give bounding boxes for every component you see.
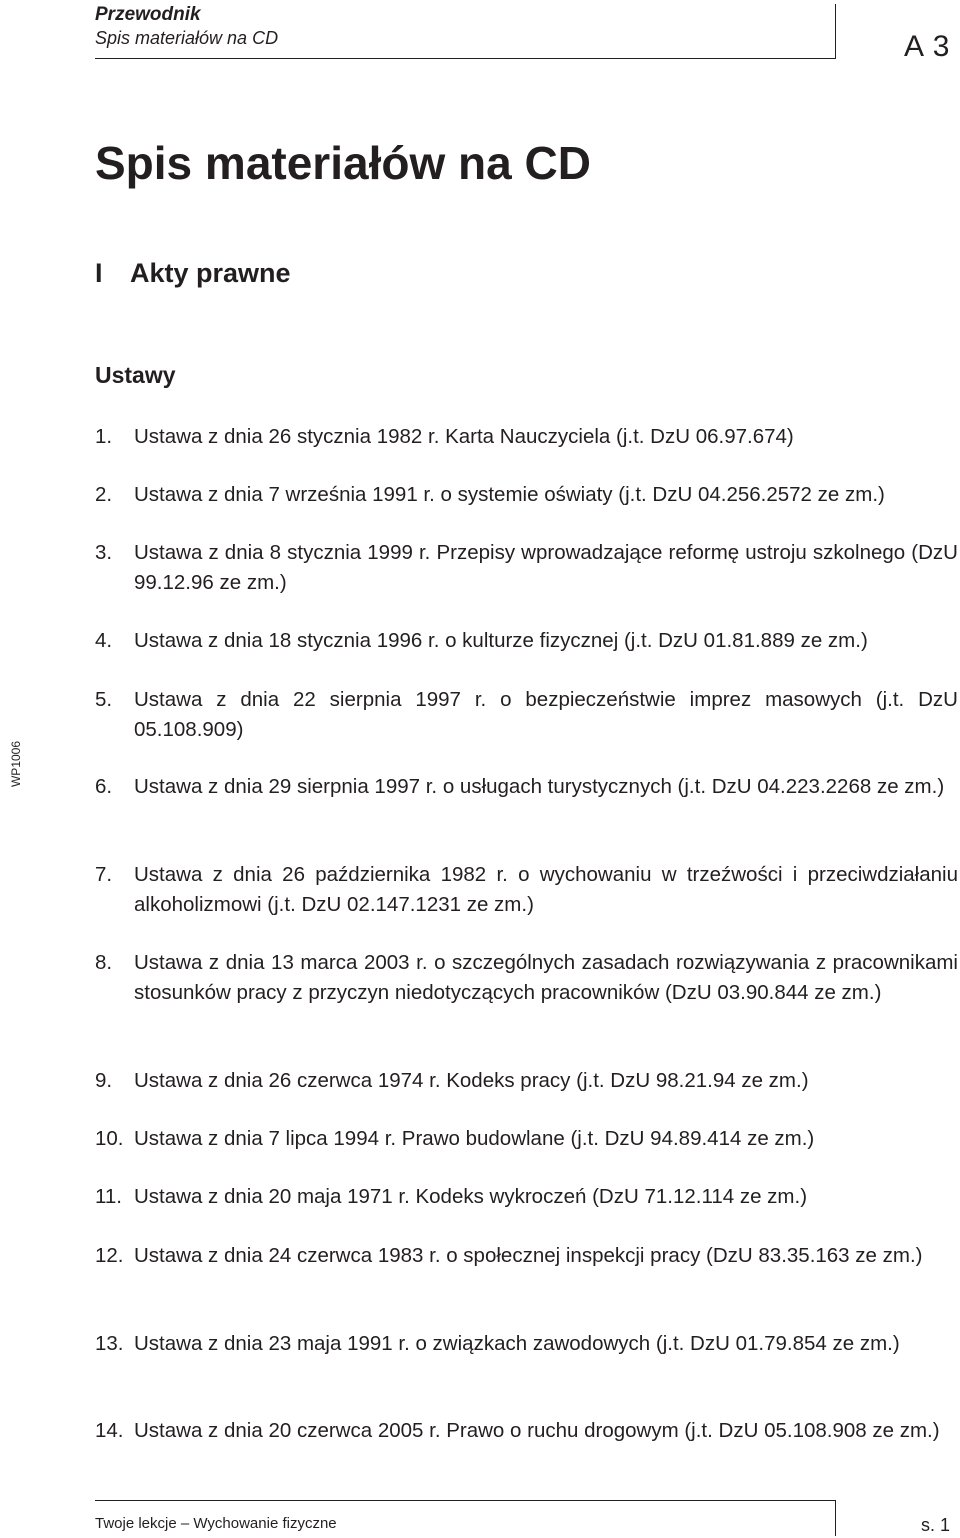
- footer-divider-vertical: [835, 1500, 836, 1536]
- header-divider-horizontal: [95, 58, 836, 59]
- list-item: [95, 480, 958, 510]
- list-item: [95, 685, 958, 745]
- page-title: Spis materiałów na CD: [95, 137, 591, 189]
- item-number: 8.: [95, 951, 113, 974]
- item-text: Ustawa z dnia 29 sierpnia 1997 r. o usługach turystycznych (j.t. DzU 04.223.2268 ze zm.): [134, 775, 945, 798]
- item-number: 5.: [95, 688, 113, 711]
- item-number: 11.: [95, 1185, 122, 1208]
- section-code: A 3: [904, 30, 951, 63]
- list-item: [95, 422, 958, 452]
- list-item: [95, 626, 958, 656]
- item-text: Ustawa z dnia 18 stycznia 1996 r. o kulturze fizycznej (j.t. DzU 01.81.889 ze zm.): [134, 629, 868, 652]
- header-title: Przewodnik: [95, 4, 201, 25]
- section-heading: [95, 258, 291, 289]
- item-text: Ustawa z dnia 8 stycznia 1999 r. Przepisy wprowadzające reformę ustroju szkolnego (DzU 99.12.96 ze zm.): [134, 541, 958, 594]
- item-number: 1.: [95, 425, 113, 448]
- item-number: 7.: [95, 863, 113, 886]
- list-item: [95, 1124, 958, 1154]
- item-text: Ustawa z dnia 20 maja 1971 r. Kodeks wykroczeń (DzU 71.12.114 ze zm.): [134, 1185, 808, 1208]
- item-text: Ustawa z dnia 23 maja 1991 r. o związkach zawodowych (j.t. DzU 01.79.854 ze zm.): [134, 1332, 900, 1355]
- item-text: Ustawa z dnia 13 marca 2003 r. o szczególnych zasadach rozwiązywania z pracownikami stosunków pracy z przyczyn niedotyczących pracowników (DzU 03.90.844 ze zm.): [134, 951, 958, 1004]
- section-title: Akty prawne: [130, 258, 291, 288]
- list-item: [95, 948, 958, 1008]
- footer-divider-horizontal: [95, 1500, 836, 1501]
- list-item: [95, 860, 958, 920]
- item-text: Ustawa z dnia 22 sierpnia 1997 r. o bezpieczeństwie imprez masowych (j.t. DzU 05.108.909): [134, 688, 958, 741]
- list-item: [95, 772, 958, 802]
- item-number: 4.: [95, 629, 113, 652]
- side-code: WP1006: [9, 740, 23, 788]
- list-item: [95, 1241, 958, 1271]
- item-text: Ustawa z dnia 26 października 1982 r. o wychowaniu w trzeźwości i przeciwdziałaniu alkoholizmowi (j.t. DzU 02.147.1231 ze zm.): [134, 863, 958, 916]
- item-number: 9.: [95, 1069, 113, 1092]
- item-number: 13.: [95, 1332, 124, 1355]
- header-divider-vertical: [835, 4, 836, 58]
- page-number: s. 1: [921, 1515, 951, 1535]
- section-number: I: [95, 258, 103, 288]
- item-text: Ustawa z dnia 26 stycznia 1982 r. Karta Nauczyciela (j.t. DzU 06.97.674): [134, 425, 794, 448]
- item-number: 12.: [95, 1244, 124, 1267]
- item-number: 14.: [95, 1419, 124, 1442]
- item-number: 6.: [95, 775, 113, 798]
- item-text: Ustawa z dnia 20 czerwca 2005 r. Prawo o ruchu drogowym (j.t. DzU 05.108.908 ze zm.): [134, 1419, 940, 1442]
- item-number: 10.: [95, 1127, 124, 1150]
- list-item: [95, 538, 958, 598]
- item-text: Ustawa z dnia 7 września 1991 r. o systemie oświaty (j.t. DzU 04.256.2572 ze zm.): [134, 483, 885, 506]
- item-number: 3.: [95, 541, 113, 564]
- list-item: [95, 1329, 958, 1359]
- list-item: [95, 1416, 958, 1446]
- item-number: 2.: [95, 483, 113, 506]
- header-subtitle: Spis materiałów na CD: [95, 28, 279, 48]
- footer-text: Twoje lekcje – Wychowanie fizyczne: [95, 1515, 337, 1532]
- list-item: [95, 1066, 958, 1096]
- item-text: Ustawa z dnia 24 czerwca 1983 r. o społecznej inspekcji pracy (DzU 83.35.163 ze zm.): [134, 1244, 923, 1267]
- item-text: Ustawa z dnia 7 lipca 1994 r. Prawo budowlane (j.t. DzU 94.89.414 ze zm.): [134, 1127, 815, 1150]
- subsection-heading: Ustawy: [95, 362, 176, 388]
- item-text: Ustawa z dnia 26 czerwca 1974 r. Kodeks pracy (j.t. DzU 98.21.94 ze zm.): [134, 1069, 809, 1092]
- list-item: [95, 1182, 958, 1212]
